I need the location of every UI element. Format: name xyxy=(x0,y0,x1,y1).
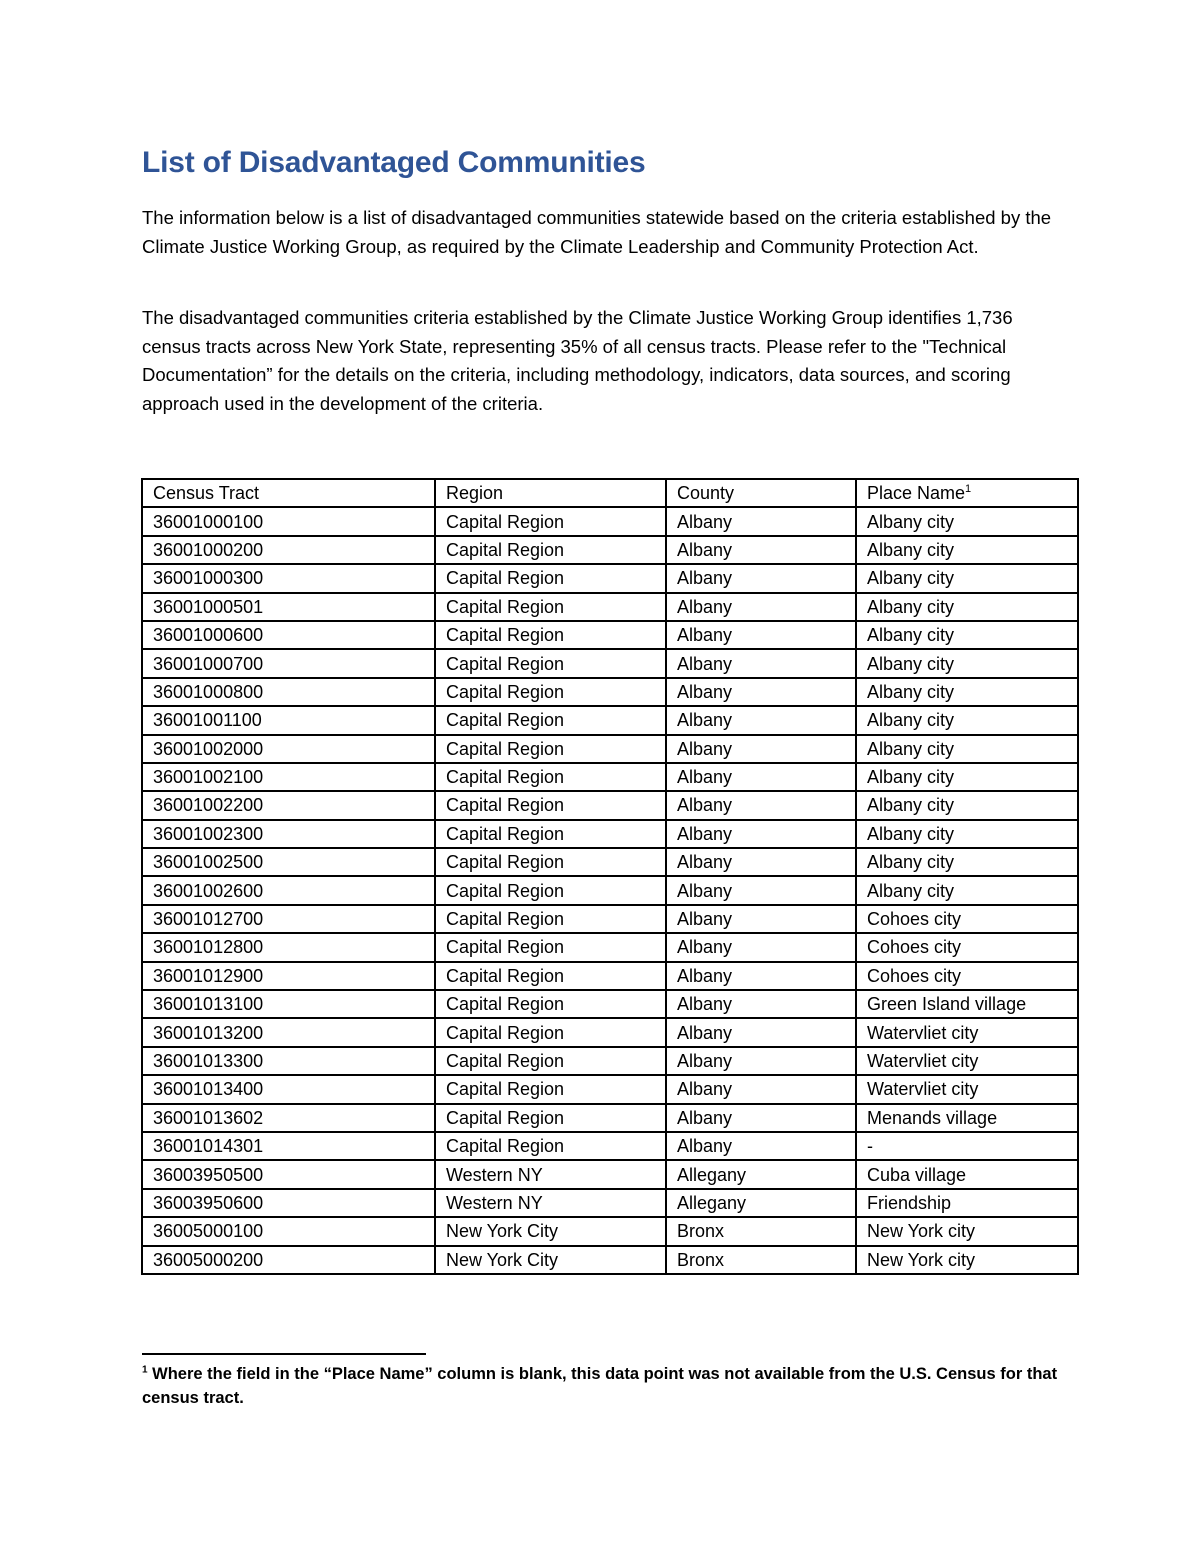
place-name-cell: Albany city xyxy=(856,678,1078,706)
census-tract-cell: 36001013300 xyxy=(142,1047,435,1075)
region-cell: Capital Region xyxy=(435,791,666,819)
county-cell: Albany xyxy=(666,706,856,734)
county-cell: Albany xyxy=(666,848,856,876)
region-cell: Capital Region xyxy=(435,1047,666,1075)
place-name-cell: Albany city xyxy=(856,763,1078,791)
table-row xyxy=(142,791,1078,819)
place-name-cell: Green Island village xyxy=(856,990,1078,1018)
table-row xyxy=(142,1047,1078,1075)
place-name-cell: New York city xyxy=(856,1246,1078,1274)
county-cell: Albany xyxy=(666,593,856,621)
census-tract-cell: 36001000800 xyxy=(142,678,435,706)
table-row xyxy=(142,536,1078,564)
table-row xyxy=(142,735,1078,763)
table-row xyxy=(142,621,1078,649)
region-cell: Capital Region xyxy=(435,1075,666,1103)
region-cell: Capital Region xyxy=(435,507,666,535)
footnote-separator xyxy=(142,1353,426,1355)
footnote-text: Where the field in the “Place Name” column is blank, this data point was not available from the U.S. Census for that census tract. xyxy=(142,1365,1058,1407)
table-row xyxy=(142,933,1078,961)
table-row xyxy=(142,990,1078,1018)
county-cell: Albany xyxy=(666,1132,856,1160)
header-place-name xyxy=(856,479,1078,507)
table-row xyxy=(142,905,1078,933)
county-cell: Albany xyxy=(666,933,856,961)
county-cell: Bronx xyxy=(666,1246,856,1274)
census-tract-cell: 36001002000 xyxy=(142,735,435,763)
region-cell: Western NY xyxy=(435,1189,666,1217)
county-cell: Albany xyxy=(666,791,856,819)
census-tract-cell: 36001000300 xyxy=(142,564,435,592)
place-name-cell: Watervliet city xyxy=(856,1047,1078,1075)
table-header-row xyxy=(142,479,1078,507)
place-name-cell: Cohoes city xyxy=(856,905,1078,933)
criteria-paragraph: The disadvantaged communities criteria established by the Climate Justice Working Group identifies 1,736 census tracts across New York State, representing 35% of all census tracts. Please refer to the "Technical Documentation” for the details on the criteria, including methodology, indicators, data sources, and scoring approach used in the development of the criteria. xyxy=(142,307,1013,414)
table-row xyxy=(142,706,1078,734)
census-tract-cell: 36005000200 xyxy=(142,1246,435,1274)
census-tract-cell: 36001002600 xyxy=(142,876,435,904)
table-row xyxy=(142,564,1078,592)
footnote-reference[interactable]: 1 xyxy=(965,483,972,496)
place-name-cell: Cohoes city xyxy=(856,962,1078,990)
census-tract-cell: 36001000501 xyxy=(142,593,435,621)
table-row xyxy=(142,678,1078,706)
region-cell: Capital Region xyxy=(435,962,666,990)
place-name-cell: Albany city xyxy=(856,593,1078,621)
table-row xyxy=(142,1104,1078,1132)
census-tract-cell: 36001014301 xyxy=(142,1132,435,1160)
region-cell: Capital Region xyxy=(435,678,666,706)
county-cell: Albany xyxy=(666,962,856,990)
place-name-cell: Albany city xyxy=(856,621,1078,649)
place-name-cell: - xyxy=(856,1132,1078,1160)
region-cell: Capital Region xyxy=(435,933,666,961)
table-row xyxy=(142,1217,1078,1245)
place-name-cell: Albany city xyxy=(856,876,1078,904)
region-cell: Capital Region xyxy=(435,820,666,848)
table-row xyxy=(142,1160,1078,1188)
disadvantaged-communities-table xyxy=(141,478,1079,1275)
footnote xyxy=(142,1362,1072,1410)
county-cell: Albany xyxy=(666,507,856,535)
census-tract-cell: 36001000600 xyxy=(142,621,435,649)
county-cell: Bronx xyxy=(666,1217,856,1245)
header-place-name-label: Place Name xyxy=(867,483,966,504)
header-region: Region xyxy=(435,479,666,507)
place-name-cell: Albany city xyxy=(856,848,1078,876)
county-cell: Albany xyxy=(666,990,856,1018)
place-name-cell: Friendship xyxy=(856,1189,1078,1217)
census-tract-cell: 36001013100 xyxy=(142,990,435,1018)
county-cell: Albany xyxy=(666,536,856,564)
county-cell: Albany xyxy=(666,1075,856,1103)
region-cell: Capital Region xyxy=(435,649,666,677)
census-tract-cell: 36001000700 xyxy=(142,649,435,677)
region-cell: Capital Region xyxy=(435,876,666,904)
region-cell: Capital Region xyxy=(435,1018,666,1046)
region-cell: Capital Region xyxy=(435,564,666,592)
region-cell: Capital Region xyxy=(435,621,666,649)
census-tract-cell: 36001002200 xyxy=(142,791,435,819)
region-cell: Capital Region xyxy=(435,1104,666,1132)
table-row xyxy=(142,1246,1078,1274)
county-cell: Allegany xyxy=(666,1160,856,1188)
county-cell: Albany xyxy=(666,763,856,791)
census-tract-cell: 36001000100 xyxy=(142,507,435,535)
table-row xyxy=(142,649,1078,677)
county-cell: Albany xyxy=(666,1047,856,1075)
header-county: County xyxy=(666,479,856,507)
table-row xyxy=(142,876,1078,904)
place-name-cell: Watervliet city xyxy=(856,1018,1078,1046)
place-name-cell: Menands village xyxy=(856,1104,1078,1132)
county-cell: Albany xyxy=(666,649,856,677)
place-name-cell: Albany city xyxy=(856,820,1078,848)
county-cell: Albany xyxy=(666,905,856,933)
table-row xyxy=(142,848,1078,876)
table-row xyxy=(142,1018,1078,1046)
region-cell: Capital Region xyxy=(435,536,666,564)
region-cell: Capital Region xyxy=(435,990,666,1018)
place-name-cell: Cuba village xyxy=(856,1160,1078,1188)
table-row xyxy=(142,1132,1078,1160)
county-cell: Albany xyxy=(666,1018,856,1046)
county-cell: Albany xyxy=(666,678,856,706)
census-tract-cell: 36001013200 xyxy=(142,1018,435,1046)
place-name-cell: Albany city xyxy=(856,536,1078,564)
table-row xyxy=(142,507,1078,535)
census-tract-cell: 36003950500 xyxy=(142,1160,435,1188)
census-tract-cell: 36001000200 xyxy=(142,536,435,564)
census-tract-cell: 36001012900 xyxy=(142,962,435,990)
place-name-cell: Albany city xyxy=(856,564,1078,592)
county-cell: Albany xyxy=(666,735,856,763)
header-census-tract: Census Tract xyxy=(142,479,435,507)
census-tract-cell: 36001012700 xyxy=(142,905,435,933)
census-tract-cell: 36001001100 xyxy=(142,706,435,734)
place-name-cell: Albany city xyxy=(856,649,1078,677)
census-tract-cell: 36003950600 xyxy=(142,1189,435,1217)
region-cell: Capital Region xyxy=(435,735,666,763)
table-row xyxy=(142,763,1078,791)
place-name-cell: Albany city xyxy=(856,507,1078,535)
county-cell: Albany xyxy=(666,876,856,904)
county-cell: Albany xyxy=(666,1104,856,1132)
census-tract-cell: 36001013400 xyxy=(142,1075,435,1103)
region-cell: Western NY xyxy=(435,1160,666,1188)
region-cell: New York City xyxy=(435,1246,666,1274)
table-row xyxy=(142,1189,1078,1217)
place-name-cell: Albany city xyxy=(856,706,1078,734)
county-cell: Albany xyxy=(666,621,856,649)
table-row xyxy=(142,1075,1078,1103)
intro-paragraph: The information below is a list of disadvantaged communities statewide based on the criteria established by the Climate Justice Working Group, as required by the Climate Leadership and Community Protection Act. xyxy=(142,207,1052,257)
county-cell: Allegany xyxy=(666,1189,856,1217)
region-cell: Capital Region xyxy=(435,848,666,876)
table-row xyxy=(142,962,1078,990)
region-cell: Capital Region xyxy=(435,593,666,621)
census-tract-cell: 36005000100 xyxy=(142,1217,435,1245)
county-cell: Albany xyxy=(666,820,856,848)
place-name-cell: Cohoes city xyxy=(856,933,1078,961)
table-row xyxy=(142,593,1078,621)
census-tract-cell: 36001002300 xyxy=(142,820,435,848)
table-row xyxy=(142,820,1078,848)
census-tract-cell: 36001002100 xyxy=(142,763,435,791)
place-name-cell: Watervliet city xyxy=(856,1075,1078,1103)
footnote-marker: 1 xyxy=(142,1364,148,1376)
region-cell: Capital Region xyxy=(435,1132,666,1160)
census-tract-cell: 36001012800 xyxy=(142,933,435,961)
census-tract-cell: 36001013602 xyxy=(142,1104,435,1132)
region-cell: New York City xyxy=(435,1217,666,1245)
region-cell: Capital Region xyxy=(435,706,666,734)
place-name-cell: Albany city xyxy=(856,791,1078,819)
region-cell: Capital Region xyxy=(435,905,666,933)
place-name-cell: New York city xyxy=(856,1217,1078,1245)
page-title: List of Disadvantaged Communities xyxy=(142,146,646,179)
census-tract-cell: 36001002500 xyxy=(142,848,435,876)
place-name-cell: Albany city xyxy=(856,735,1078,763)
county-cell: Albany xyxy=(666,564,856,592)
region-cell: Capital Region xyxy=(435,763,666,791)
